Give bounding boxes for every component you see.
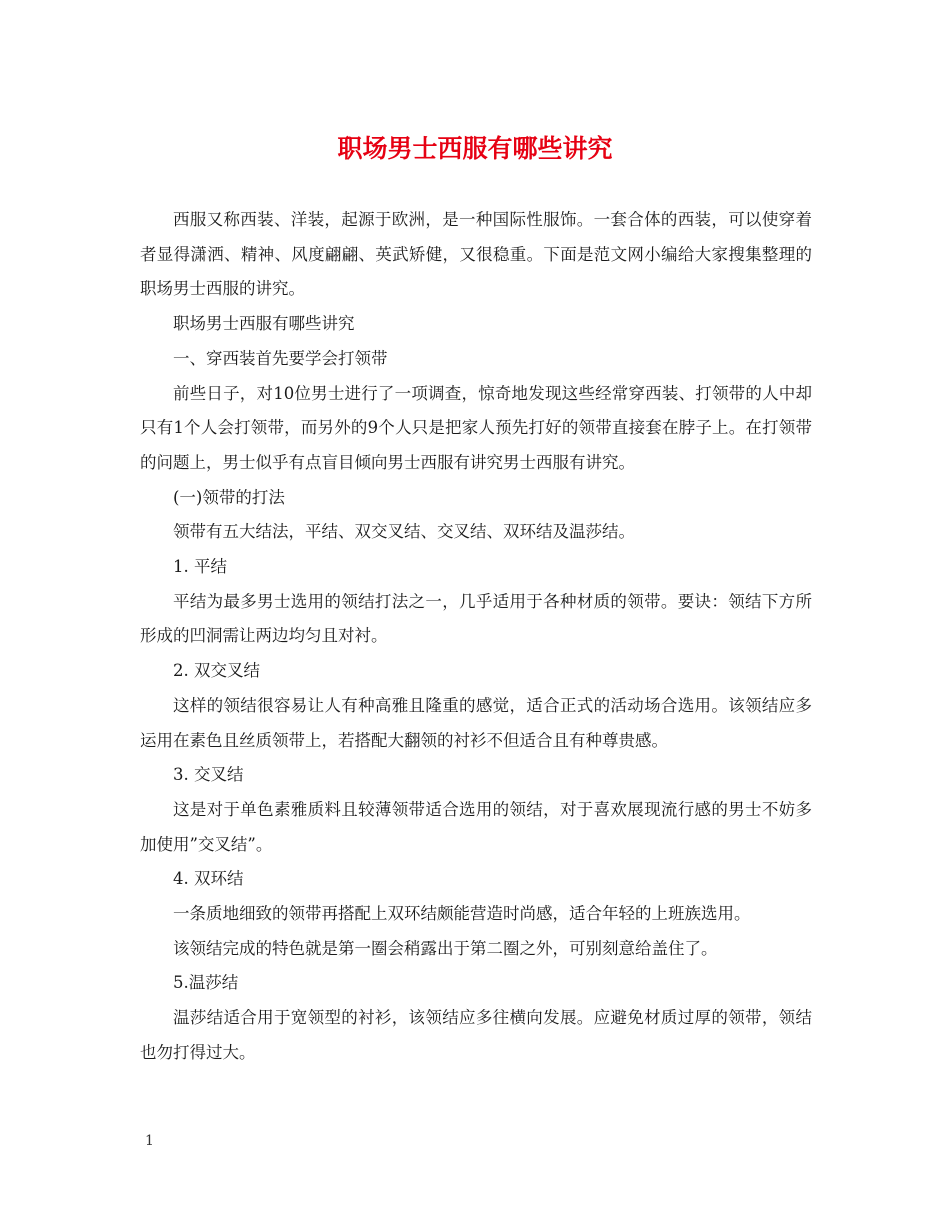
paragraph: 3. 交叉结 bbox=[173, 765, 244, 785]
paragraph: 温莎结适合用于宽领型的衬衫，该领结应多往横向发展。应避免材质过厚的领带，领结也勿打得过大。 bbox=[140, 1008, 812, 1062]
paragraph: 1. 平结 bbox=[173, 557, 227, 577]
paragraph: 5.温莎结 bbox=[173, 973, 239, 993]
paragraph: 该领结完成的特色就是第一圈会稍露出于第二圈之外，可别刻意给盖住了。 bbox=[173, 938, 718, 958]
paragraph: 平结为最多男士选用的领结打法之一，几乎适用于各种材质的领带。要诀：领结下方所形成的凹洞需让两边均匀且对衬。 bbox=[140, 591, 812, 646]
paragraph: 一、穿西装首先要学会打领带 bbox=[173, 348, 388, 368]
paragraph: 职场男士西服有哪些讲究 bbox=[173, 314, 355, 334]
paragraph: 这是对于单色素雅质料且较薄领带适合选用的领结，对于喜欢展现流行感的男士不妨多加使用”交叉结”。 bbox=[140, 799, 812, 854]
document-title: 职场男士西服有哪些讲究 bbox=[337, 134, 613, 163]
paragraph: 西服又称西装、洋装，起源于欧洲，是一种国际性服饰。一套合体的西装，可以使穿着者显得潇洒、精神、风度翩翩、英武矫健，又很稳重。下面是范文网小编给大家搜集整理的职场男士西服的讲究。 bbox=[140, 210, 812, 299]
paragraph: 领带有五大结法，平结、双交叉结、交叉结、双环结及温莎结。 bbox=[173, 522, 635, 542]
paragraph: 2. 双交叉结 bbox=[173, 661, 260, 681]
document-body bbox=[140, 203, 812, 1071]
paragraph: 4. 双环结 bbox=[173, 869, 244, 889]
paragraph: (一)领带的打法 bbox=[173, 487, 285, 507]
paragraph: 一条质地细致的领带再搭配上双环结颇能营造时尚感，适合年轻的上班族选用。 bbox=[173, 904, 751, 924]
page-number: 1 bbox=[145, 1133, 154, 1149]
paragraph: 前些日子，对10位男士进行了一项调查，惊奇地发现这些经常穿西装、打领带的人中却只有1个人会打领带，而另外的9个人只是把家人预先打好的领带直接套在脖子上。在打领带的问题上，男士似乎有点盲目倾向男士西服有讲究男士西服有讲究。 bbox=[140, 383, 812, 472]
paragraph: 这样的领结很容易让人有种高雅且隆重的感觉，适合正式的活动场合选用。该领结应多运用在素色且丝质领带上，若搭配大翻领的衬衫不但适合且有种尊贵感。 bbox=[140, 695, 812, 750]
